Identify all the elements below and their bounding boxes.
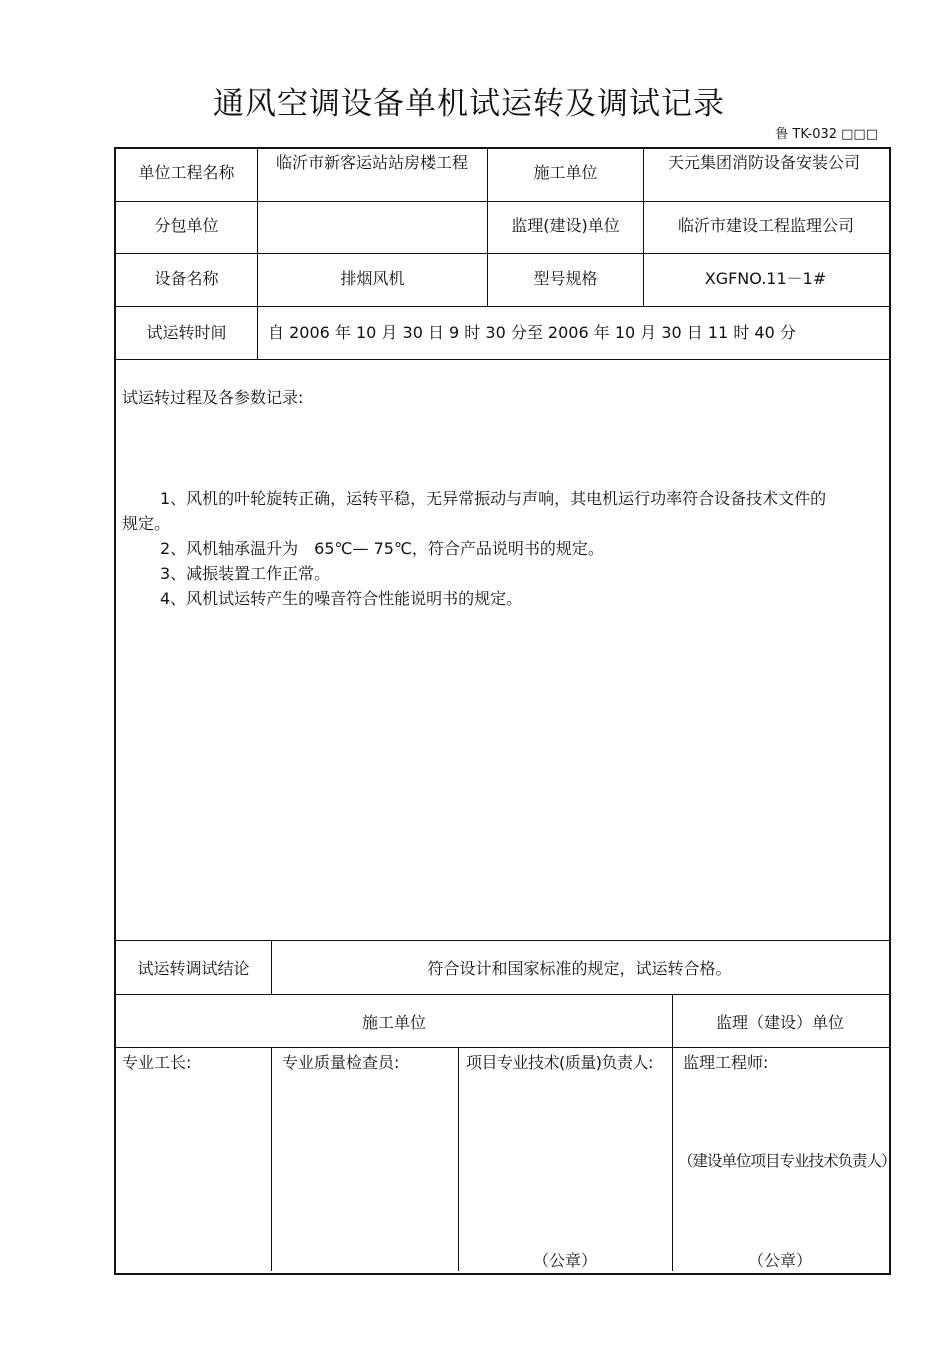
row-divider xyxy=(114,359,889,360)
record-item: 3、减振装置工作正常。 xyxy=(160,564,331,583)
seal-supervision: （公章） xyxy=(747,1251,812,1270)
col-divider xyxy=(672,994,673,1271)
equipment-value: 排烟风机 xyxy=(340,269,405,288)
conclusion-value: 符合设计和国家标准的规定，试运转合格。 xyxy=(427,959,732,978)
unit-project-value: 临沂市新客运站站房楼工程 xyxy=(275,153,468,172)
model-label: 型号规格 xyxy=(533,269,598,288)
time-label: 试运转时间 xyxy=(146,323,227,342)
record-item: 4、风机试运转产生的噪音符合性能说明书的规定。 xyxy=(160,589,523,608)
tech-lead-label: 项目专业技术(质量)负责人: xyxy=(466,1053,653,1072)
construction-unit-label: 施工单位 xyxy=(533,163,598,182)
row-divider xyxy=(114,201,889,202)
construction-header: 施工单位 xyxy=(361,1013,426,1032)
row-divider xyxy=(114,253,889,254)
engineer-label: 监理工程师: xyxy=(683,1053,769,1072)
conclusion-label: 试运转调试结论 xyxy=(137,959,250,978)
record-item: 2、风机轴承温升为 65℃— 75℃，符合产品说明书的规定。 xyxy=(160,539,604,558)
construction-unit-value: 天元集团消防设备安装公司 xyxy=(667,153,860,172)
form-code: 鲁 TK-032 □□□ xyxy=(775,127,878,142)
foreman-label: 专业工长: xyxy=(122,1053,192,1072)
equipment-label: 设备名称 xyxy=(154,269,219,288)
document-title: 通风空调设备单机试运转及调试记录 xyxy=(213,86,725,122)
inspector-label: 专业质量检查员: xyxy=(282,1053,400,1072)
col-divider xyxy=(257,306,258,359)
row-divider xyxy=(114,994,889,995)
record-item: 1、风机的叶轮旋转正确，运转平稳，无异常振动与声响，其电机运行功率符合设备技术文件的规定。 xyxy=(122,489,827,533)
supervision-label: 监理(建设)单位 xyxy=(511,216,620,235)
unit-project-label: 单位工程名称 xyxy=(138,163,235,182)
form-table xyxy=(114,147,891,1275)
row-divider xyxy=(114,306,889,307)
supervision-header: 监理（建设）单位 xyxy=(715,1013,844,1032)
owner-rep-label: （建设单位项目专业技术负责人） xyxy=(678,1152,896,1170)
time-value: 自 2006 年 10 月 30 日 9 时 30 分至 2006 年 10 月 30 日 11 时 40 分 xyxy=(268,323,796,342)
supervision-value: 临沂市建设工程监理公司 xyxy=(677,216,854,235)
col-divider xyxy=(271,1047,272,1271)
seal-construction: （公章） xyxy=(532,1251,597,1270)
col-divider xyxy=(458,1047,459,1271)
model-value: XGFNO.11－1# xyxy=(704,269,827,288)
record-heading: 试运转过程及各参数记录: xyxy=(122,388,304,407)
row-divider xyxy=(114,940,889,941)
row-divider xyxy=(114,1047,889,1048)
subcontract-label: 分包单位 xyxy=(154,216,219,235)
